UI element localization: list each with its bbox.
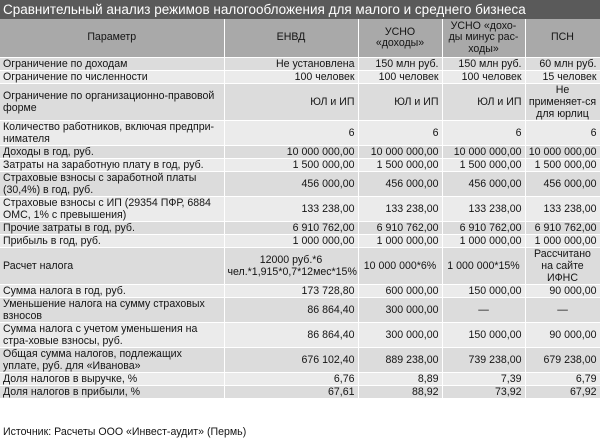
row-value-cell: 456 000,00 bbox=[224, 172, 358, 197]
row-parameter-cell: Страховые взносы с заработной платы (30,4%) в год, руб. bbox=[0, 172, 224, 197]
table-row bbox=[0, 146, 600, 159]
row-value-cell: 6,76 bbox=[224, 373, 358, 386]
row-value-cell: Не установлена bbox=[224, 58, 358, 71]
table-row bbox=[0, 197, 600, 222]
row-value-cell: 8,89 bbox=[358, 373, 442, 386]
row-value-cell: 6 bbox=[224, 121, 358, 146]
row-value-cell: 739 238,00 bbox=[442, 348, 525, 373]
row-value-cell: 456 000,00 bbox=[525, 172, 600, 197]
table-row bbox=[0, 298, 600, 323]
row-value-cell: 6 910 762,00 bbox=[224, 222, 358, 235]
row-value-cell: 173 728,80 bbox=[224, 285, 358, 298]
header-psn: ПСН bbox=[525, 19, 600, 58]
row-value-cell: ЮЛ и ИП bbox=[224, 84, 358, 121]
row-value-cell: 90 000,00 bbox=[525, 285, 600, 298]
table-row bbox=[0, 159, 600, 172]
row-value-cell: 1 000 000,00 bbox=[525, 235, 600, 248]
row-value-cell: 6 910 762,00 bbox=[442, 222, 525, 235]
row-value-cell: 10 000 000,00 bbox=[525, 146, 600, 159]
row-value-cell: 1 000 000,00 bbox=[224, 235, 358, 248]
row-value-cell: 150 млн руб. bbox=[442, 58, 525, 71]
table-row bbox=[0, 323, 600, 348]
row-value-cell: 889 238,00 bbox=[358, 348, 442, 373]
row-value-cell: 1 500 000,00 bbox=[224, 159, 358, 172]
row-parameter-cell: Ограничение по организационно-правовой форме bbox=[0, 84, 224, 121]
row-value-cell: 1 000 000,00 bbox=[442, 235, 525, 248]
row-value-cell: 67,61 bbox=[224, 386, 358, 399]
row-value-cell: 10 000 000,00 bbox=[358, 146, 442, 159]
row-value-cell: 6 910 762,00 bbox=[525, 222, 600, 235]
tax-comparison-table bbox=[0, 19, 600, 399]
row-value-cell: 133 238,00 bbox=[224, 197, 358, 222]
row-value-cell: ЮЛ и ИП bbox=[442, 84, 525, 121]
row-parameter-cell: Страховые взносы с ИП (29354 ПФР, 6884 ОМС, 1% с превышения) bbox=[0, 197, 224, 222]
row-value-cell: 1 500 000,00 bbox=[442, 159, 525, 172]
row-value-cell: 6 bbox=[358, 121, 442, 146]
row-value-cell: 679 238,00 bbox=[525, 348, 600, 373]
figure-title: Сравнительный анализ режимов налогообложения для малого и среднего бизнеса bbox=[0, 0, 600, 19]
row-value-cell: 1 500 000,00 bbox=[358, 159, 442, 172]
row-value-cell: ЮЛ и ИП bbox=[358, 84, 442, 121]
row-value-cell: 10 000 000,00 bbox=[224, 146, 358, 159]
row-value-cell: 73,92 bbox=[442, 386, 525, 399]
row-parameter-cell: Количество работников, включая предпри-нимателя bbox=[0, 121, 224, 146]
row-value-cell: 90 000,00 bbox=[525, 323, 600, 348]
row-value-cell: 456 000,00 bbox=[358, 172, 442, 197]
row-value-cell: 133 238,00 bbox=[525, 197, 600, 222]
row-value-cell: — bbox=[442, 298, 525, 323]
row-value-cell: 88,92 bbox=[358, 386, 442, 399]
row-value-cell: 86 864,40 bbox=[224, 298, 358, 323]
table-row bbox=[0, 248, 600, 285]
row-parameter-cell: Доходы в год, руб. bbox=[0, 146, 224, 159]
row-value-cell: 60 млн руб. bbox=[525, 58, 600, 71]
row-value-cell: 1 000 000*15% bbox=[442, 248, 525, 285]
row-value-cell: 150 млн руб. bbox=[358, 58, 442, 71]
row-value-cell: 7,39 bbox=[442, 373, 525, 386]
row-value-cell: 15 человек bbox=[525, 71, 600, 84]
row-value-cell: Рассчитано на сайте ИФНС bbox=[525, 248, 600, 285]
table-row bbox=[0, 235, 600, 248]
row-value-cell: 100 человек bbox=[358, 71, 442, 84]
row-value-cell: 133 238,00 bbox=[358, 197, 442, 222]
header-usno-income-minus-expenses: УСНО «дохо-ды минус рас-ходы» bbox=[442, 19, 525, 58]
row-parameter-cell: Сумма налога в год, руб. bbox=[0, 285, 224, 298]
row-value-cell: 10 000 000,00 bbox=[442, 146, 525, 159]
row-parameter-cell: Затраты на заработную плату в год, руб. bbox=[0, 159, 224, 172]
table-row bbox=[0, 84, 600, 121]
table-row bbox=[0, 373, 600, 386]
row-parameter-cell: Доля налогов в прибыли, % bbox=[0, 386, 224, 399]
row-value-cell: 10 000 000*6% bbox=[358, 248, 442, 285]
row-value-cell: 133 238,00 bbox=[442, 197, 525, 222]
row-value-cell: 100 человек bbox=[442, 71, 525, 84]
table-row bbox=[0, 172, 600, 197]
row-value-cell: 300 000,00 bbox=[358, 323, 442, 348]
table-row bbox=[0, 121, 600, 146]
row-value-cell: 456 000,00 bbox=[442, 172, 525, 197]
row-value-cell: 6 bbox=[442, 121, 525, 146]
row-value-cell: 600 000,00 bbox=[358, 285, 442, 298]
row-value-cell: 86 864,40 bbox=[224, 323, 358, 348]
row-value-cell: 150 000,00 bbox=[442, 323, 525, 348]
row-value-cell: 300 000,00 bbox=[358, 298, 442, 323]
table-row bbox=[0, 222, 600, 235]
row-parameter-cell: Доля налогов в выручке, % bbox=[0, 373, 224, 386]
row-value-cell: 676 102,40 bbox=[224, 348, 358, 373]
row-value-cell: 6 bbox=[525, 121, 600, 146]
row-parameter-cell: Расчет налога bbox=[0, 248, 224, 285]
header-envd: ЕНВД bbox=[224, 19, 358, 58]
row-value-cell: 6,79 bbox=[525, 373, 600, 386]
table-header-row bbox=[0, 19, 600, 58]
table-row bbox=[0, 58, 600, 71]
row-parameter-cell: Ограничение по численности bbox=[0, 71, 224, 84]
row-value-cell: — bbox=[525, 298, 600, 323]
header-param: Параметр bbox=[0, 19, 224, 58]
source-note: Источник: Расчеты ООО «Инвест-аудит» (Пермь) bbox=[3, 426, 247, 438]
row-parameter-cell: Общая сумма налогов, подлежащих уплате, руб. для «Иванова» bbox=[0, 348, 224, 373]
table-row bbox=[0, 71, 600, 84]
row-parameter-cell: Прочие затраты в год, руб. bbox=[0, 222, 224, 235]
row-value-cell: 150 000,00 bbox=[442, 285, 525, 298]
table-row bbox=[0, 386, 600, 399]
table-row bbox=[0, 348, 600, 373]
table-row bbox=[0, 285, 600, 298]
row-value-cell: Не применяет-ся для юрлиц bbox=[525, 84, 600, 121]
row-value-cell: 100 человек bbox=[224, 71, 358, 84]
header-usno-income: УСНО «доходы» bbox=[358, 19, 442, 58]
row-parameter-cell: Уменьшение налога на сумму страховых взносов bbox=[0, 298, 224, 323]
row-value-cell: 1 000 000,00 bbox=[358, 235, 442, 248]
row-parameter-cell: Прибыль в год, руб. bbox=[0, 235, 224, 248]
row-value-cell: 67,92 bbox=[525, 386, 600, 399]
row-parameter-cell: Сумма налога с учетом уменьшения на стра-ховые взносы, руб. bbox=[0, 323, 224, 348]
row-value-cell: 12000 руб.*6 чел.*1,915*0,7*12мес*15% bbox=[224, 248, 358, 285]
row-parameter-cell: Ограничение по доходам bbox=[0, 58, 224, 71]
row-value-cell: 1 500 000,00 bbox=[525, 159, 600, 172]
row-value-cell: 6 910 762,00 bbox=[358, 222, 442, 235]
table-body bbox=[0, 58, 600, 399]
